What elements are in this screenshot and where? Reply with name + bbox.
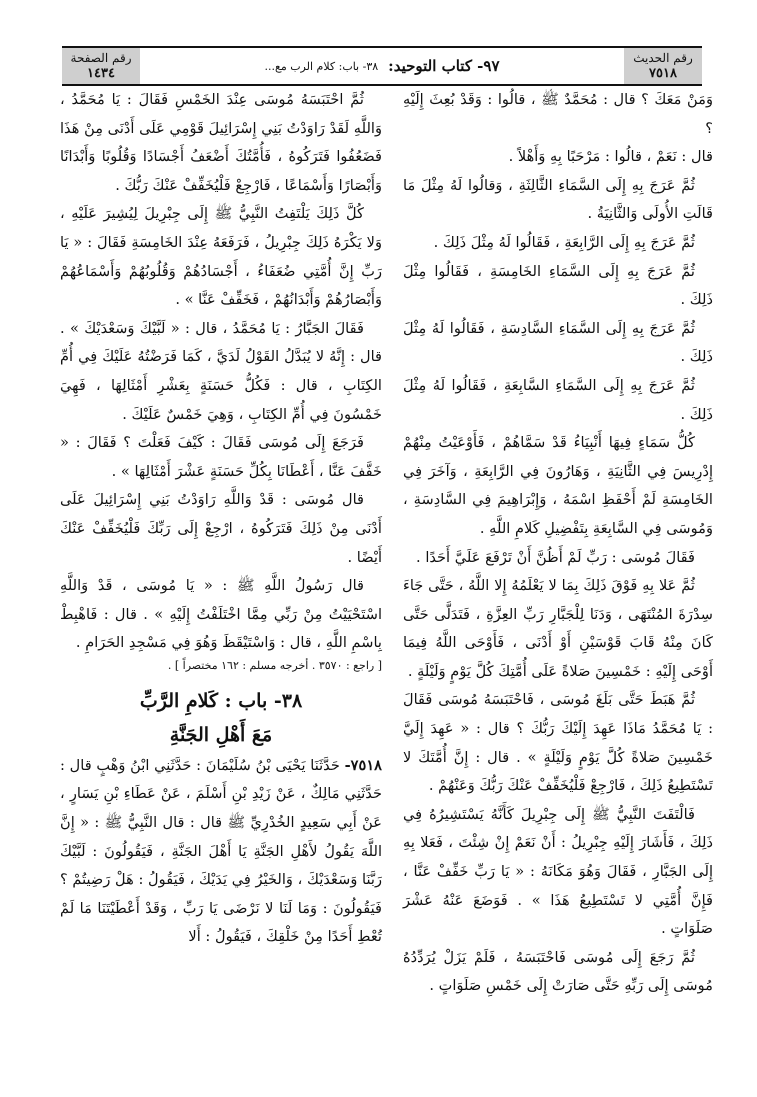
right-text-column [403,86,713,1001]
text-paragraph: ثُمَّ رَجَعَ إِلَى مُوسَى فَاحْتَبَسَهُ ، فَلَمْ يَزَلْ يُرَدِّدُهُ مُوسَى إِلَى رَبِّهِ حَتَّى صَارَتْ إِلَى خَمْسِ صَلَوَاتٍ . [403,948,713,995]
text-paragraph: ثُمَّ احْتَبَسَهُ مُوسَى عِنْدَ الخَمْسِ فَقَالَ : يَا مُحَمَّدُ ، وَاللَّهِ لَقَدْ رَاوَدْتُ بَنِي إِسْرَائِيلَ قَوْمِي عَلَى أَدْنَى مِنْ هَذَا فَضَعُفُوا فَتَرَكُوهُ ، فَأُمَّتُكَ أَضْعَفُ أَجْسَادًا وَقُلُوبًا وَأَبْدَانًا وَأَبْصَارًا وَأَسْمَاعًا ، فَارْجِعْ فَلْيُخَفِّفْ عَنْكَ رَبُّكَ . [60,91,382,194]
text-paragraph: قال رَسُولُ اللَّهِ ﷺ : « يَا مُوسَى ، قَدْ وَاللَّهِ اسْتَحْيَيْتُ مِنْ رَبِّي مِمَّا اخْتَلَفْتُ إِلَيْهِ » . قال : فَاهْبِطْ بِاسْمِ اللَّهِ ، قال : وَاسْتَيْقَظَ وَهُوَ فِي مَسْجِدِ الحَرَامِ . [60,577,382,652]
left-text-column [60,86,382,952]
book-title: ٩٧- كتاب التوحيد: [388,57,500,75]
text-paragraph: ثُمَّ عَرَجَ بِهِ إِلَى السَّمَاءِ السَّادِسَةِ ، فَقَالُوا لَهُ مِثْلَ ذَلِكَ . [403,319,713,366]
text-paragraph: ثُمَّ عَلا بِهِ فَوْقَ ذَلِكَ بِمَا لا يَعْلَمُهُ إِلا اللَّهُ ، حَتَّى جَاءَ سِدْرَةَ المُنْتَهَى ، وَدَنَا لِلْجَبَّارِ رَبِّ العِزَّةِ ، فَتَدَلَّى حَتَّى كَانَ مِنْهُ قَابَ قَوْسَيْنِ أَوْ أَدْنَى ، فَأَوْحَى اللَّهُ فِيمَا أَوْحَى إِلَيْهِ : خَمْسِينَ صَلاةً عَلَى أُمَّتِكَ كُلَّ يَوْمٍ وَلَيْلَةٍ . [403,577,713,680]
reference-note: [ راجع : ٣٥٧٠ . أخرجه مسلم : ١٦٢ مختصراً ] . [167,658,382,672]
page-header [62,46,702,86]
text-paragraph: فَقَالَ مُوسَى : رَبِّ لَمْ أَظُنَّ أَنْ تَرْفَعَ عَلَيَّ أَحَدًا . [416,548,695,566]
page-number-label: رقم الصفحة [70,51,132,65]
text-paragraph: قال : نَعَمْ ، قالُوا : مَرْحَبًا بِهِ وَأَهْلاً . [508,148,713,166]
hadith-paragraph-text: حَدَّثَنَا يَحْيَى بْنُ سُلَيْمَانَ : حَدَّثَنِي ابْنُ وَهْبٍ قال : حَدَّثَنِي مَالِكٌ ، عَنْ زَيْدِ بْنِ أَسْلَمَ ، عَنْ عَطَاءِ بْنِ يَسَارٍ ، عَنْ أَبِي سَعِيدٍ الخُدْرِيِّ ﷺ قال : قال النَّبِيُّ ﷺ : « إِنَّ اللَّهَ يَقُولُ لأَهْلِ الجَنَّةِ يَا أَهْلَ الجَنَّةِ ، فَيَقُولُونَ : لَبَّيْكَ رَبَّنَا وَسَعْدَيْكَ ، وَالخَيْرُ فِي يَدَيْكَ ، فَيَقُولُ : هَلْ رَضِيتُمْ ؟ فَيَقُولُونَ : وَمَا لَنَا لا نَرْضَى يَا رَبِّ ، وَقَدْ أَعْطَيْتَنَا مَا لَمْ تُعْطِ أَحَدًا مِنْ خَلْقِكَ ، فَيَقُولُ : أَلا [60,756,382,946]
hadith-number: ٧٥١٨ [649,66,677,81]
text-paragraph: وَمَنْ مَعَكَ ؟ قال : مُحَمَّدٌ ﷺ ، قالُوا : وَقَدْ بُعِثَ إِلَيْهِ ؟ [403,91,713,137]
chapter-heading-line: مَعَ أَهْلِ الجَنَّةِ [169,723,273,746]
text-paragraph: ثُمَّ عَرَجَ بِهِ إِلَى السَّمَاءِ السَّابِعَةِ ، فَقَالُوا لَهُ مِثْلَ ذَلِكَ . [403,376,713,423]
hadith-paragraph [60,752,382,952]
header-title [140,48,624,84]
text-paragraph: ثُمَّ عَرَجَ بِهِ إِلَى الرَّابِعَةِ ، فَقَالُوا لَهُ مِثْلَ ذَلِكَ . [433,233,695,251]
page-number: ١٤٣٤ [87,66,115,81]
text-paragraph: كُلَّ ذَلِكَ يَلْتَفِتُ النَّبِيُّ ﷺ إِلَى جِبْرِيلَ لِيُشِيرَ عَلَيْهِ ، وَلا يَكْرَهُ ذَلِكَ جِبْرِيلُ ، فَرَفَعَهُ عِنْدَ الخَامِسَةِ فَقَالَ : « يَا رَبِّ إِنَّ أُمَّتِي ضُعَفَاءُ ، أَجْسَادُهُمْ وَقُلُوبُهُمْ وَأَسْمَاعُهُمْ وَأَبْصَارُهُمْ وَأَبْدَانُهُمْ ، فَخَفِّفْ عَنَّا » . [60,205,382,309]
text-paragraph: كُلُّ سَمَاءٍ فِيهَا أَنْبِيَاءُ قَدْ سَمَّاهُمْ ، فَأَوْعَيْتُ مِنْهُمْ إِدْرِيسَ فِي الثَّانِيَةِ ، وَهَارُونَ فِي الرَّابِعَةِ ، وَآخَرَ فِي الخَامِسَةِ لَمْ أَحْفَظِ اسْمَهُ ، وَإِبْرَاهِيمَ فِي السَّادِسَةِ ، وَمُوسَى فِي السَّابِعَةِ بِتَفْضِيلِ كَلامِ اللَّهِ . [403,434,713,537]
chapter-running-title: ٣٨- باب: كلام الرب مع... [264,59,379,73]
page-number-box [62,48,140,84]
text-paragraph: قال مُوسَى : قَدْ وَاللَّهِ رَاوَدْتُ بَنِي إِسْرَائِيلَ عَلَى أَدْنَى مِنْ ذَلِكَ فَتَرَكُوهُ ، ارْجِعْ إِلَى رَبِّكَ فَلْيُخَفِّفْ عَنْكَ أَيْضًا . [60,491,382,566]
text-paragraph: فَالْتَفَتَ النَّبِيُّ ﷺ إِلَى جِبْرِيلَ كَأَنَّهُ يَسْتَشِيرُهُ فِي ذَلِكَ ، فَأَشَارَ إِلَيْهِ جِبْرِيلُ : أَنْ نَعَمْ إِنْ شِئْتَ ، فَعَلا بِهِ إِلَى الجَبَّارِ ، فَقَالَ وَهُوَ مَكَانَهُ : « يَا رَبِّ خَفِّفْ عَنَّا ، فَإِنَّ أُمَّتِي لا تَسْتَطِيعُ هَذَا » . فَوَضَعَ عَنْهُ عَشْرَ صَلَوَاتٍ . [403,805,713,938]
hadith-number-label: رقم الحديث [633,51,693,65]
text-paragraph: ثُمَّ عَرَجَ بِهِ إِلَى السَّمَاءِ الثَّالِثَةِ ، وَقالُوا لَهُ مِثْلَ مَا قَالَتِ الأُولَى وَالثَّانِيَةُ . [403,176,713,223]
hadith-paragraph-number: ٧٥١٨- [344,756,382,774]
hadith-number-box [624,48,702,84]
chapter-heading [60,684,382,752]
text-paragraph: فَرَجَعَ إِلَى مُوسَى فَقَالَ : كَيْفَ فَعَلْتَ ؟ فَقَالَ : « خَفَّفَ عَنَّا ، أَعْطَانَا بِكُلِّ حَسَنَةٍ عَشْرَ أَمْثَالِهَا » . [60,434,382,480]
text-paragraph: فَقَالَ الجَبَّارُ : يَا مُحَمَّدُ ، قال : « لَبَّيْكَ وَسَعْدَيْكَ » . قال : إِنَّهُ لا يُبَدَّلُ القَوْلُ لَدَيَّ ، كَمَا فَرَضْتُهُ عَلَيْكَ فِي أُمِّ الكِتَابِ ، قال : فَكُلُّ حَسَنَةٍ بِعَشْرِ أَمْثَالِهَا ، فَهِيَ خَمْسُونَ فِي أُمِّ الكِتَابِ ، وَهِيَ خَمْسٌ عَلَيْكَ . [60,319,382,423]
chapter-heading-line: ٣٨- باب : كَلامِ الرَّبِّ [139,689,303,712]
text-paragraph: ثُمَّ هَبَطَ حَتَّى بَلَغَ مُوسَى ، فَاحْتَبَسَهُ مُوسَى فَقَالَ : يَا مُحَمَّدُ مَاذَا عَهِدَ إِلَيْكَ رَبُّكَ ؟ قال : « عَهِدَ إِلَيَّ خَمْسِينَ صَلاةً كُلَّ يَوْمٍ وَلَيْلَةٍ » . قال : إِنَّ أُمَّتَكَ لا تَسْتَطِيعُ ذَلِكَ ، فَارْجِعْ فَلْيُخَفِّفْ عَنْكَ رَبُّكَ وَعَنْهُمْ . [403,691,713,795]
text-paragraph: ثُمَّ عَرَجَ بِهِ إِلَى السَّمَاءِ الخَامِسَةِ ، فَقَالُوا مِثْلَ ذَلِكَ . [403,262,713,309]
